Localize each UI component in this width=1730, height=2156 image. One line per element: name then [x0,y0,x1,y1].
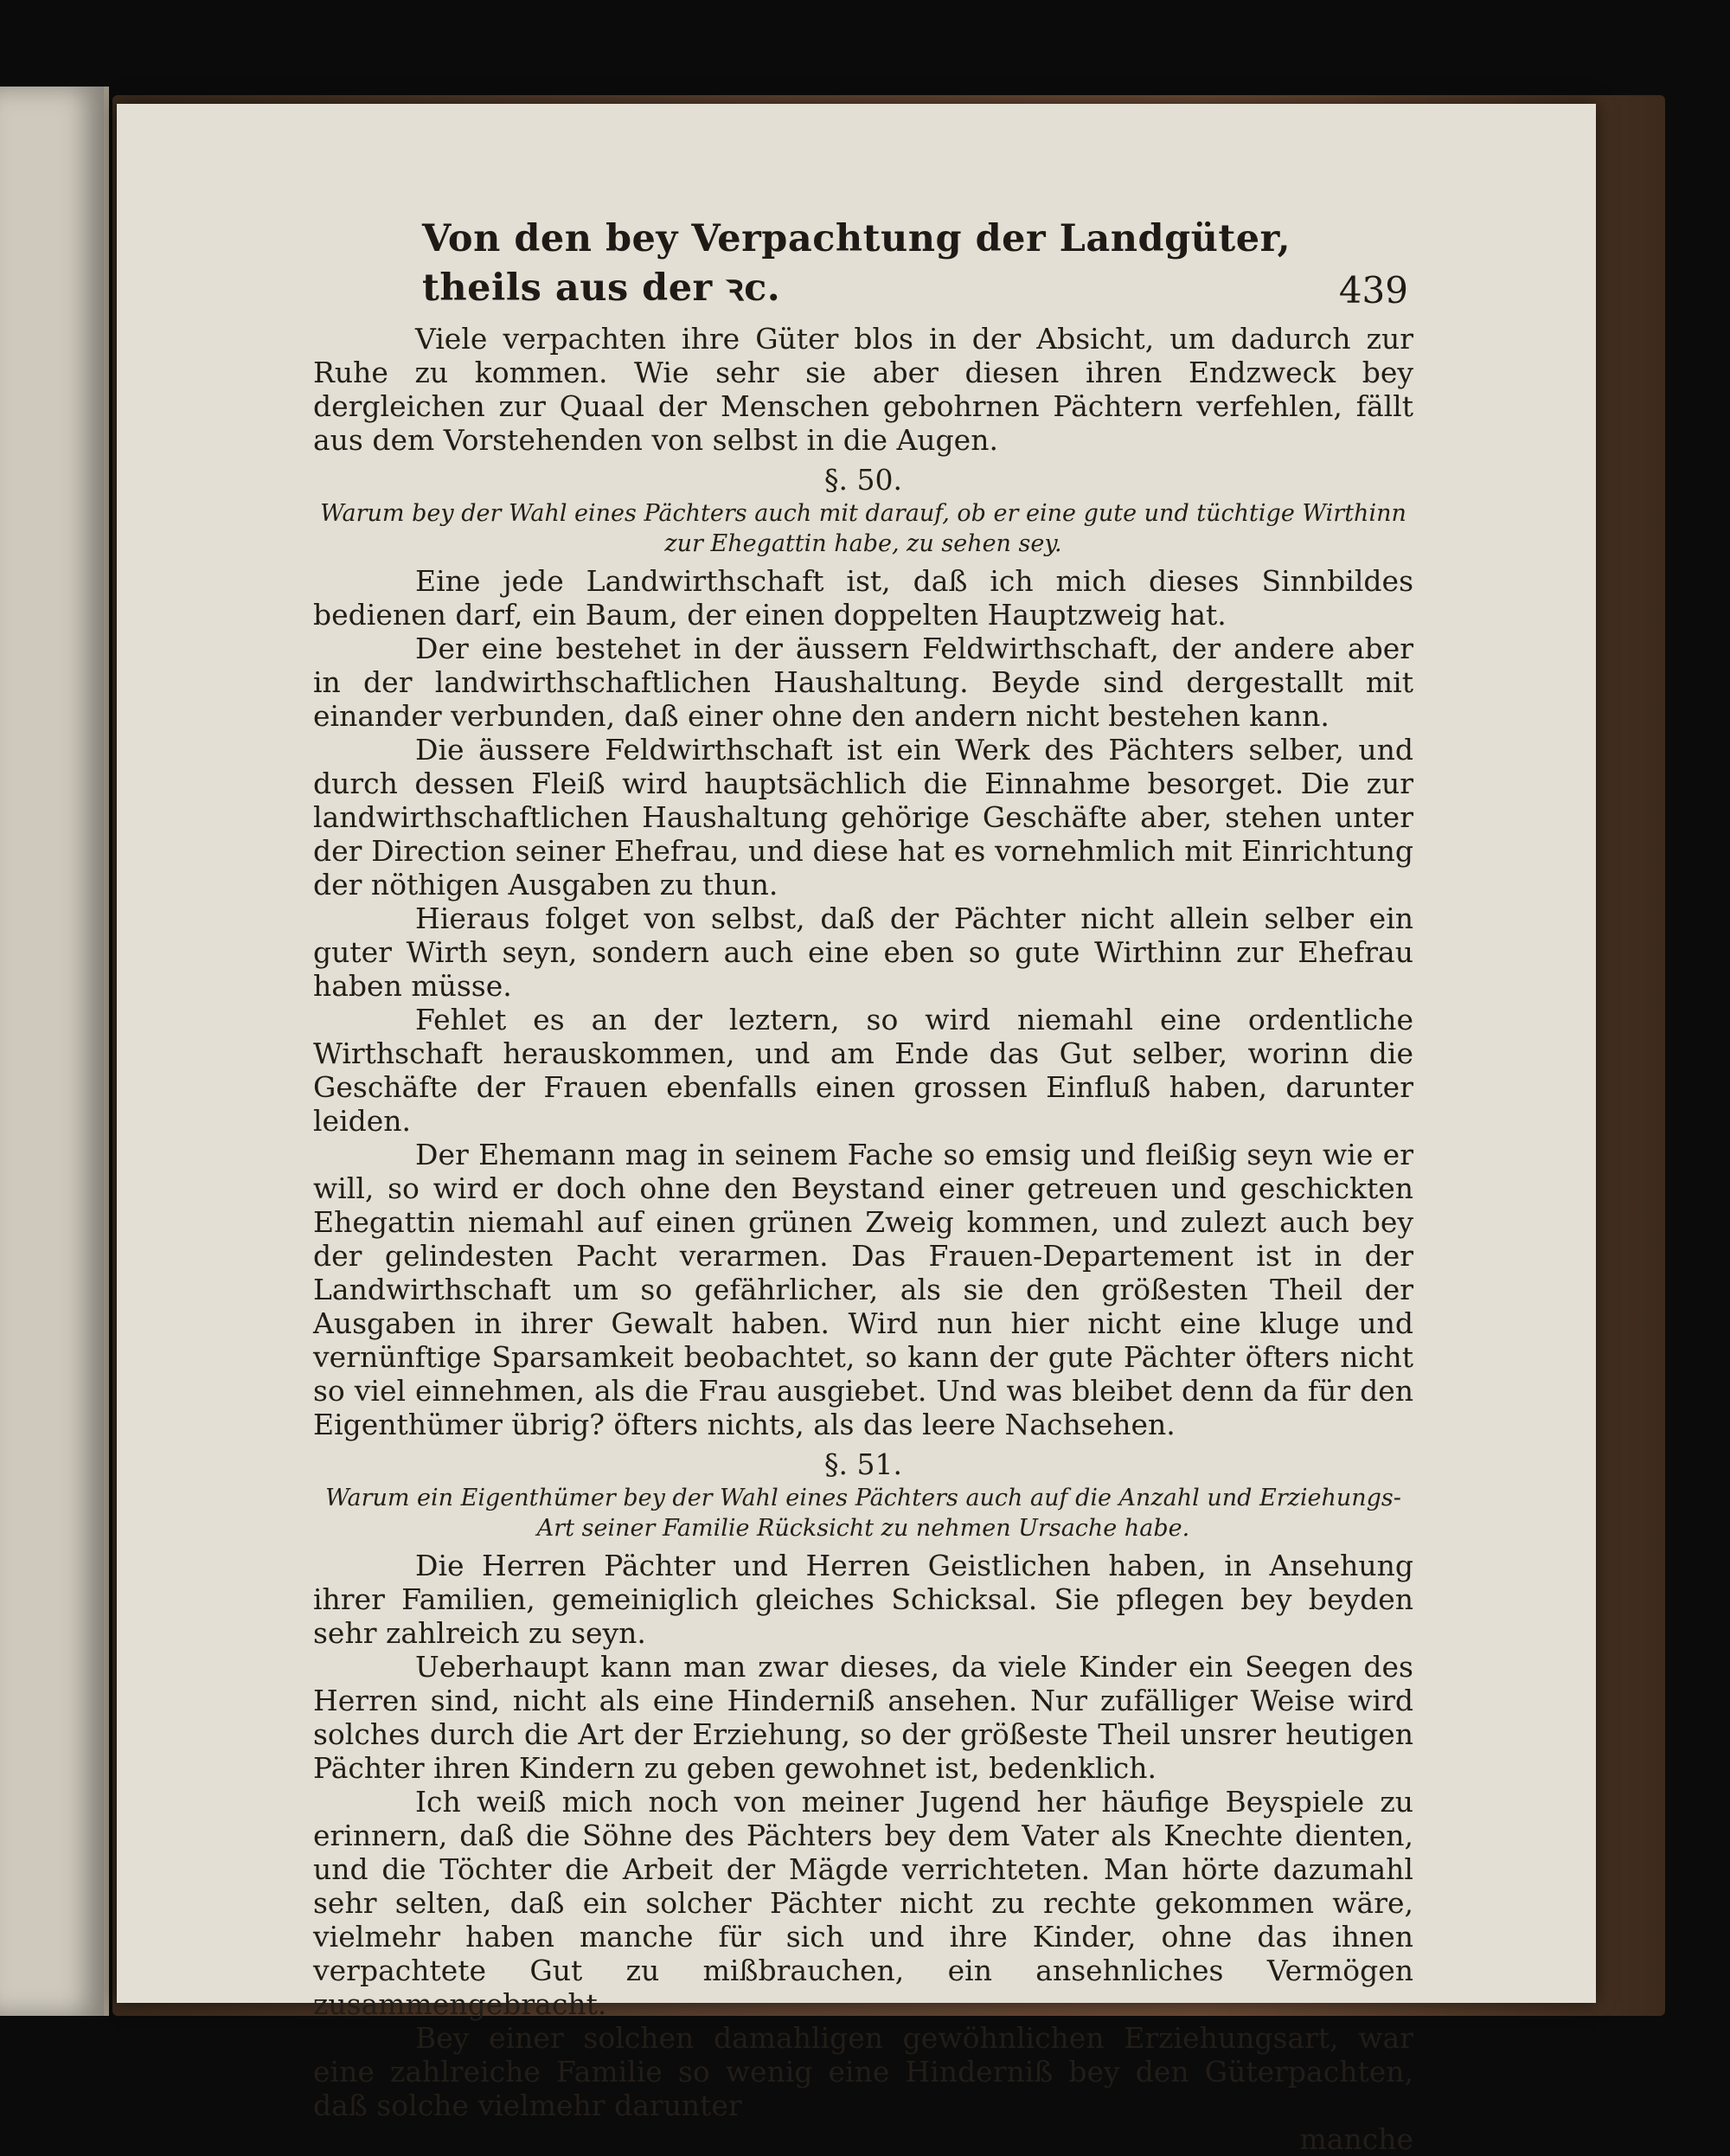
paragraph: Hieraus folget von selbst, daß der Pächter nicht allein selber ein guter Wirth seyn, sondern auch eine eben so gute Wirthinn zur Ehefrau haben müsse. [313,902,1413,1003]
section-number-51: §. 51. [824,1447,902,1481]
intro-paragraph: Viele verpachten ihre Güter blos in der Absicht, um dadurch zur Ruhe zu kommen. Wie sehr sie aber diesen ihren Endzweck bey dergleichen zur Quaal der Menschen gebohrnen Pächtern verfehlen, fällt aus dem Vorstehenden von selbst in die Augen. [313,322,1413,457]
running-header [422,217,1408,311]
section-heading-51: Warum ein Eigenthümer bey der Wahl eines Pächters auch auf die Anzahl und Erziehungs-Art seiner Familie Rücksicht zu nehmen Ursache habe. [325,1485,1401,1542]
paragraph: Fehlet es an der leztern, so wird niemahl eine ordentliche Wirthschaft herauskommen, und am Ende das Gut selber, worinn die Geschäfte der Frauen ebenfalls einen grossen Einfluß haben, darunter leiden. [313,1003,1413,1138]
paragraph: Die Herren Pächter und Herren Geistlichen haben, in Ansehung ihrer Familien, gemeiniglich gleiches Schicksal. Sie pflegen bey beyden sehr zahlreich zu seyn. [313,1549,1413,1650]
paragraph: Ich weiß mich noch von meiner Jugend her häufige Beyspiele zu erinnern, daß die Söhne des Pächters bey dem Vater als Knechte dienten, und die Töchter die Arbeit der Mägde verrichteten. Man hörte dazumahl sehr selten, daß ein solcher Pächter nicht zu rechte gekommen wäre, vielmehr haben manche für sich und ihre Kinder, ohne das ihnen verpachtete Gut zu mißbrauchen, ein ansehnliches Vermögen zusammengebracht. [313,1785,1413,2021]
section-number-50: §. 50. [824,463,902,497]
paragraph: Der eine bestehet in der äussern Feldwirthschaft, der andere aber in der landwirthschaftlichen Haushaltung. Beyde sind dergestallt mit einander verbunden, daß einer ohne den andern nicht bestehen kann. [313,632,1413,733]
running-title: Von den bey Verpachtung der Landgüter, theils aus der ꝛc. [422,217,1291,310]
paragraph: Bey einer solchen damahligen gewöhnlichen Erziehungsart, war eine zahlreiche Familie so wenig eine Hinderniß bey den Güterpachten, daß solche vielmehr darunter [313,2021,1413,2122]
catchword: manche [1299,2122,1413,2156]
paragraph: Eine jede Landwirthschaft ist, daß ich mich dieses Sinnbildes bedienen darf, ein Baum, der einen doppelten Hauptzweig hat. [313,564,1413,632]
paragraph: Die äussere Feldwirthschaft ist ein Werk des Pächters selber, und durch dessen Fleiß wird hauptsächlich die Einnahme besorget. Die zur landwirthschaftlichen Haushaltung gehörige Geschäfte aber, stehen unter der Direction seiner Ehefrau, und diese hat es vornehmlich mit Einrichtung der nöthigen Ausgaben zu thun. [313,733,1413,902]
paragraph: Ueberhaupt kann man zwar dieses, da viele Kinder ein Seegen des Herren sind, nicht als eine Hinderniß ansehen. Nur zufälliger Weise wird solches durch die Art der Erziehung, so der größeste Theil unsrer heutigen Pächter ihren Kindern zu geben gewohnet ist, bedenklich. [313,1650,1413,1785]
left-page-edge [0,87,109,2016]
page-number: 439 [1338,269,1408,311]
page-text [313,322,1413,2156]
section-heading-50: Warum bey der Wahl eines Pächters auch mit darauf, ob er eine gute und tüchtige Wirthinn zur Ehegattin habe, zu sehen sey. [320,500,1406,557]
paragraph: Der Ehemann mag in seinem Fache so emsig und fleißig seyn wie er will, so wird er doch ohne den Beystand einer getreuen und geschickten Ehegattin niemahl auf einen grünen Zweig kommen, und zulezt auch bey der gelindesten Pacht verarmen. Das Frauen-Departement ist in der Landwirthschaft um so gefährlicher, als sie den größesten Theil der Ausgaben in ihrer Gewalt haben. Wird nun hier nicht eine kluge und vernünftige Sparsamkeit beobachtet, so kann der gute Pächter öfters nicht so viel einnehmen, als die Frau ausgiebet. Und was bleibet denn da für den Eigenthümer übrig? öfters nichts, als das leere Nachsehen. [313,1138,1413,1441]
